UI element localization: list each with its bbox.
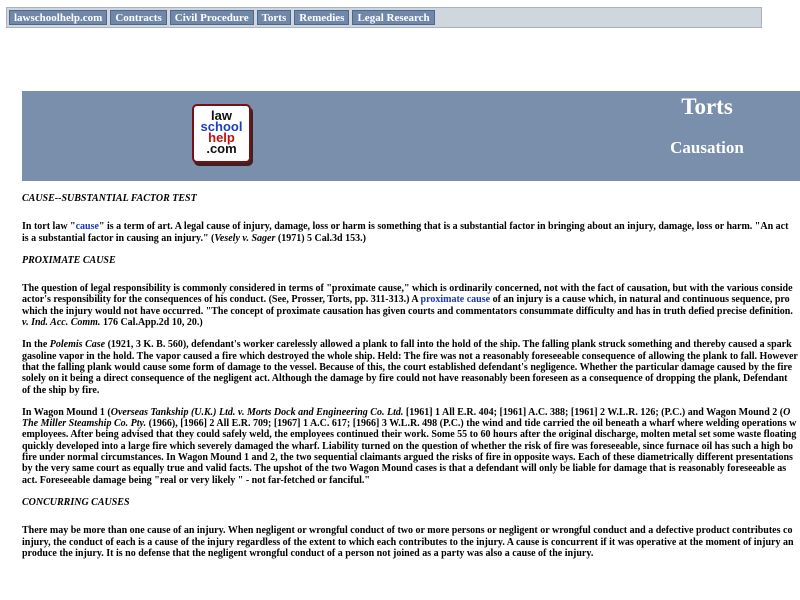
text-line: There may be more than one cause of an injury. When negligent or wrongful conduct of two or more persons or negligent or wrongful conduct and a defective product contributes co: [22, 525, 793, 537]
text-segment: " is a term of art. A legal cause of injury, damage, loss or harm is something that is a substantial factor in bringing about an injury, damage, loss or harm. "An act: [98, 221, 789, 233]
text-line: solely on it being a direct consequence of the negligent act. Although the damage by fire could not have reasonably been foreseen as a consequence of dropping the plank, Defendant: [22, 373, 788, 385]
text-segment: actor's responsibility for the consequences of his conduct. (See, Prosser, Torts, pp. 311-313.) A: [22, 294, 421, 306]
paragraph-substantial-factor: [22, 221, 800, 244]
link-cause[interactable]: cause: [75, 221, 99, 233]
nav-link-legal-research[interactable]: Legal Research: [352, 10, 434, 25]
heading-proximate-cause: PROXIMATE CAUSE: [22, 254, 116, 266]
paragraph-wagon-mound: [22, 407, 800, 486]
text-segment: [1961] 1 All E.R. 404; [1961] A.C. 388; [1961] 2 W.L.R. 126; (P.C.) and Wagon Mound 2 (: [403, 406, 784, 418]
text-line: by the very same court as equally true and valid facts. The upshot of the two Wagon Mound cases is that a defendant will only be liable for damage that is reasonably foreseeable as: [22, 463, 787, 475]
nav-link-civil-procedure[interactable]: Civil Procedure: [170, 10, 254, 25]
heading-concurring-causes: CONCURRING CAUSES: [22, 496, 130, 508]
text-segment: (1966), [1966] 2 All E.R. 709; [1967] 1 A.C. 617; [1966] 3 W.L.R. 498 (P.C.) the wind and tide carried the oil beneath a wharf where welding operations w: [146, 418, 797, 430]
text-segment: 176 Cal.App.2d 10, 20.): [100, 317, 203, 329]
logo-text-help: help: [208, 130, 235, 145]
case-citation: Vesely v. Sager: [214, 232, 276, 244]
text-segment: In the: [22, 339, 50, 351]
heading-substantial-factor: CAUSE--SUBSTANTIAL FACTOR TEST: [22, 193, 197, 204]
text-segment: is a substantial factor in causing an injury." (: [22, 232, 215, 244]
text-line: which the injury would not have occurred. "The concept of proximate causation has given courts and commentators consummate difficulty and has in truth defied precise definition.: [22, 305, 793, 317]
paragraph-proximate-cause: [22, 283, 800, 328]
case-citation: v. Ind. Acc. Comm.: [22, 317, 101, 329]
case-citation: Overseas Tankship (U.K.) Ltd. v. Morts Dock and Engineering Co. Ltd.: [110, 406, 404, 418]
logo-text-com: .com: [206, 141, 237, 156]
nav-link-home[interactable]: lawschoolhelp.com: [9, 10, 107, 25]
text-line: quickly developed into a large fire which severely damaged the wharf. Liability turned on the question of whether the risk of fire was foreseeable, since furnace oil has such a high bo: [22, 440, 794, 452]
case-citation: O: [783, 406, 791, 418]
nav-link-remedies[interactable]: Remedies: [294, 10, 349, 25]
text-line: fire under normal circumstances. In Wagon Mound 1 and 2, the two sequential claimants argued the risks of fire in opposite ways. Each of these diametrically different presentations: [22, 452, 793, 464]
text-segment: (1921, 3 K. B. 560), defendant's worker carelessly allowed a plank to fall into the hold of the ship. The falling plank struck something and thereby caused a spark: [105, 339, 792, 351]
case-citation: Polemis Case: [49, 339, 106, 351]
article-body: [22, 193, 800, 559]
nav-link-contracts[interactable]: Contracts: [110, 10, 166, 25]
page-subtitle: Causation: [670, 138, 744, 157]
text-line: gasoline vapor in the hold. The vapor caused a fire which destroyed the whole ship. Held: The fire was not a reasonably foreseeable consequence of allowing the plank to fall. However: [22, 350, 798, 362]
text-line: injury, the conduct of each is a cause of the injury regardless of the extent to which each contributes to the injury. A cause is concurrent if it was operative at the moment of injury an: [22, 536, 794, 548]
text-line: employees. After being advised that they could safely weld, the employees continued their work. Some 55 to 60 hours after the original discharge, molten metal set some waste floating: [22, 429, 797, 441]
page-title: Torts: [681, 94, 733, 119]
text-segment: In Wagon Mound 1 (: [22, 406, 111, 418]
text-segment: (1971) 5 Cal.3d 153.): [275, 232, 366, 244]
text-line: The question of legal responsibility is commonly considered in terms of "proximate cause," which is ordinarily concerned, not with the fact of causation, but with the various conside: [22, 283, 793, 295]
text-line: produce the injury. It is no defense that the negligent wrongful conduct of a person not joined as a party was also a cause of the injury.: [22, 547, 594, 559]
site-logo[interactable]: [192, 104, 251, 163]
link-proximate-cause[interactable]: proximate cause: [420, 294, 491, 306]
text-segment: of an injury is a cause which, in natural and continuous sequence, pro: [490, 294, 790, 306]
logo-text-law: law: [211, 108, 232, 123]
nav-link-torts[interactable]: Torts: [257, 10, 292, 25]
case-citation: The Miller Steamship Co. Pty.: [22, 418, 147, 430]
paragraph-polemis-case: [22, 339, 800, 395]
logo-text-school: school: [200, 119, 243, 134]
page-banner: [22, 91, 800, 181]
text-line: that the falling plank would cause some form of damage to the vessel. Because of this, the court established defendant's negligence. Whether the particular damage caused by the fire: [22, 361, 793, 373]
text-line: of the ship by fire.: [22, 384, 100, 396]
text-line: act. Foreseeable damage being "real or very likely " - not far-fetched or fanciful.": [22, 474, 370, 486]
nav-tabs: [9, 10, 435, 25]
paragraph-concurring-causes: [22, 525, 800, 559]
text-segment: In tort law ": [22, 221, 76, 233]
top-navigation-bar: [6, 7, 762, 28]
